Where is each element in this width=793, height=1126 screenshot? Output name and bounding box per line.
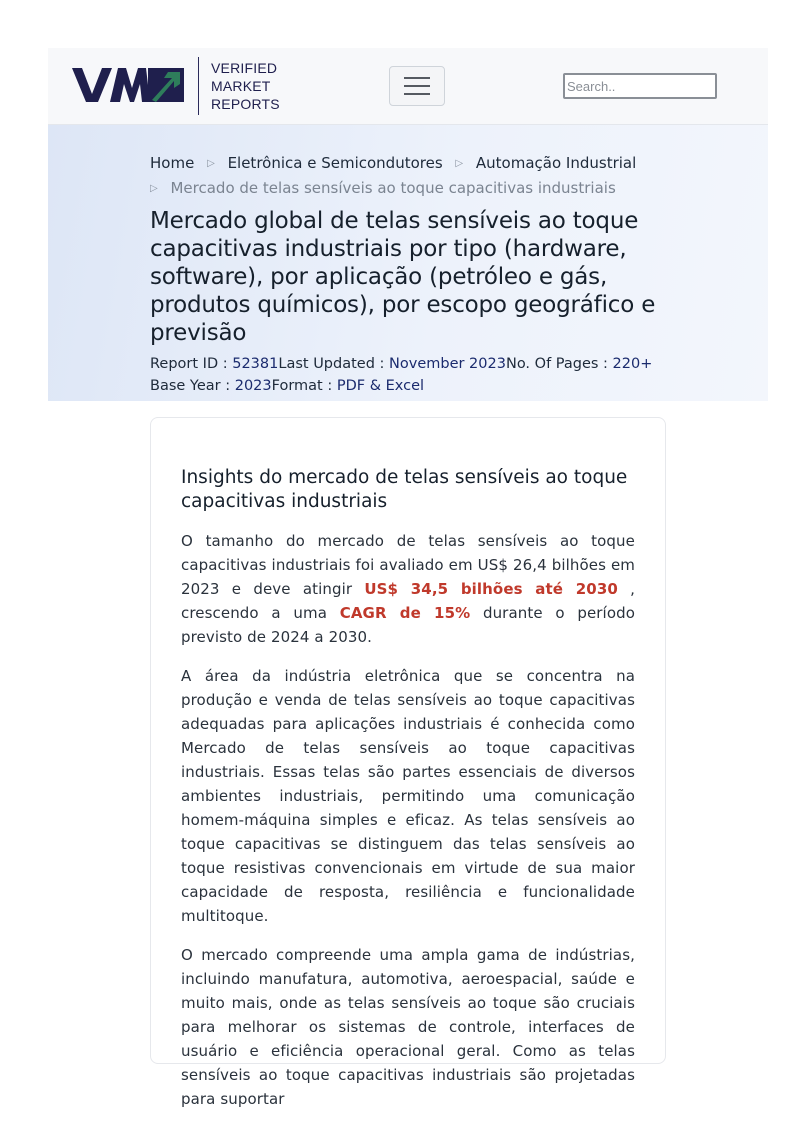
report-id-label: Report ID : xyxy=(150,356,233,372)
growth-text: , crescendo a uma xyxy=(181,580,635,622)
chevron-right-icon: ▷ xyxy=(207,158,215,169)
menu-toggle-button[interactable] xyxy=(389,66,445,106)
report-meta xyxy=(150,353,670,397)
search-input[interactable] xyxy=(563,73,717,99)
base-year-label: Base Year : xyxy=(150,378,235,394)
last-updated-label: Last Updated : xyxy=(278,356,390,372)
breadcrumb-home[interactable]: Home xyxy=(150,154,195,172)
logo-line-reports: REPORTS xyxy=(211,96,280,112)
breadcrumb-industrial-automation[interactable]: Automação Industrial xyxy=(475,154,637,172)
hamburger-icon-bar xyxy=(404,85,430,87)
forecast-period-text: durante o período previsto de 2024 a 2030. xyxy=(181,604,636,646)
insights-paragraph-2: A área da indústria eletrônica que se concentra na produção e venda de telas sensíveis ao toque capacitivas adequadas para aplicações industriais é conhecida como Mercado de telas sensíveis ao toque capacitivas industriais. Essas telas são partes essenciais de diversos ambientes industriais, permitindo uma comunicação homem-máquina simples e eficaz. As telas sensíveis ao toque capacitivas se distinguem das telas sensíveis ao toque resistivas convencionais em virtude de sua maior capacidade de resposta, resiliência e funcionalidade multitoque. xyxy=(181,667,635,925)
insights-heading: Insights do mercado de telas sensíveis ao toque capacitivas industriais xyxy=(181,467,628,512)
insights-paragraph-3: O mercado compreende uma ampla gama de indústrias, incluindo manufatura, automotiva, aeroespacial, saúde e muito mais, onde as telas sensíveis ao toque são cruciais para melhorar os sistemas de controle, interfaces de usuário e eficiência operacional geral. Como as telas sensíveis ao toque capacitivas industriais são projetadas para suportar xyxy=(181,946,635,1108)
page-title: Mercado global de telas sensíveis ao toque capacitivas industriais por tipo (hardware, software), por aplicação (petróleo e gás, produtos químicos), por escopo geográfico e previsão xyxy=(150,208,656,346)
hamburger-icon-bar xyxy=(404,93,430,95)
breadcrumb-current: Mercado de telas sensíveis ao toque capacitivas industriais xyxy=(170,179,616,197)
logo-wordmark xyxy=(211,59,280,113)
last-updated-value: November 2023 xyxy=(389,356,506,372)
format-label: Format : xyxy=(271,378,337,394)
logo[interactable] xyxy=(72,56,280,116)
chevron-right-icon: ▷ xyxy=(150,183,158,194)
hamburger-icon xyxy=(404,77,430,79)
base-year-value: 2023 xyxy=(234,378,272,394)
site-header xyxy=(48,48,768,125)
format-value: PDF & Excel xyxy=(336,378,425,394)
pages-label: No. Of Pages : xyxy=(505,356,613,372)
insights-paragraph-1 xyxy=(181,529,635,649)
pages-value: 220+ xyxy=(612,356,653,372)
chevron-right-icon: ▷ xyxy=(455,158,464,169)
breadcrumb xyxy=(150,151,670,201)
report-id-value: 52381 xyxy=(232,356,279,372)
breadcrumb-electronics[interactable]: Eletrônica e Semicondutores xyxy=(227,154,443,172)
insights-card xyxy=(150,417,666,1108)
vmr-logo-mark-icon xyxy=(72,66,184,106)
market-size-text: O tamanho do mercado de telas sensíveis ao toque capacitivas industriais foi avaliado em US$ 26,4 bilhões em 2023 e deve atingir xyxy=(181,532,635,598)
report-hero xyxy=(48,125,768,401)
logo-line-market: MARKET xyxy=(211,78,271,94)
logo-divider xyxy=(198,57,199,115)
insights-body xyxy=(181,529,635,1126)
cagr-highlight: CAGR de 15% xyxy=(339,604,471,622)
market-forecast-highlight: US$ 34,5 bilhões até 2030 xyxy=(364,580,618,598)
logo-line-verified: VERIFIED xyxy=(211,60,278,76)
